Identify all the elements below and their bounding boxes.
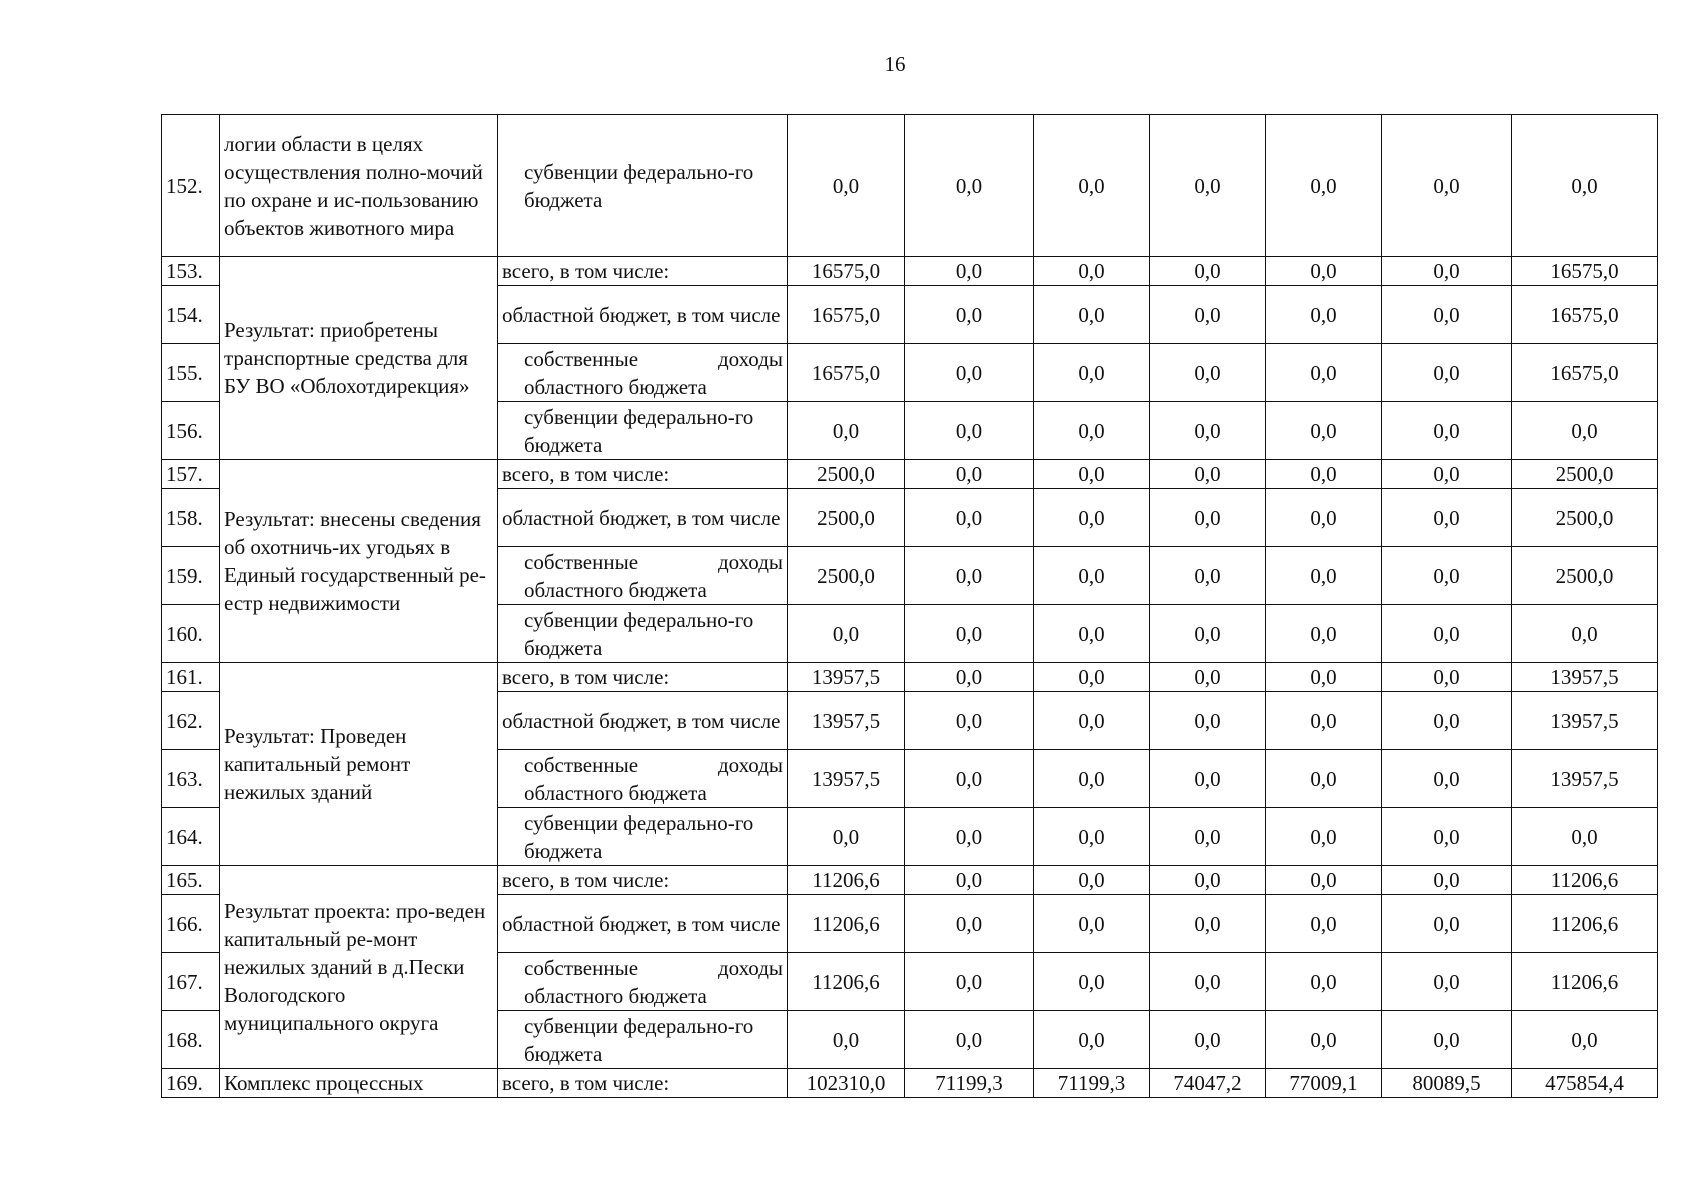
year-value-2: 0,0 [905,663,1034,692]
year-value-5: 0,0 [1266,402,1382,460]
year-value-6: 0,0 [1382,286,1512,344]
year-value-1: 0,0 [788,1011,905,1069]
year-value-1: 11206,6 [788,895,905,953]
year-value-6: 0,0 [1382,489,1512,547]
funding-source-line [524,954,783,982]
funding-source: субвенции федерально-го бюджета [498,115,788,257]
total-value: 0,0 [1512,605,1658,663]
year-value-5: 77009,1 [1266,1069,1382,1098]
year-value-3: 0,0 [1034,489,1150,547]
funding-source: областной бюджет, в том числе [498,895,788,953]
funding-source-line: областного бюджета [524,983,707,1008]
year-value-2: 0,0 [905,692,1034,750]
year-value-5: 0,0 [1266,286,1382,344]
funding-source [498,344,788,402]
year-value-6: 0,0 [1382,808,1512,866]
year-value-1: 16575,0 [788,257,905,286]
year-value-4: 0,0 [1150,402,1266,460]
year-value-3: 0,0 [1034,605,1150,663]
table-row [162,1069,1658,1098]
year-value-3: 0,0 [1034,895,1150,953]
year-value-5: 0,0 [1266,115,1382,257]
year-value-1: 0,0 [788,808,905,866]
total-value: 2500,0 [1512,489,1658,547]
year-value-1: 11206,6 [788,953,905,1011]
row-number: 156. [162,402,220,460]
budget-table-body [162,115,1658,1098]
funding-source: областной бюджет, в том числе [498,489,788,547]
year-value-4: 0,0 [1150,489,1266,547]
year-value-1: 13957,5 [788,750,905,808]
funding-source [498,750,788,808]
total-value: 16575,0 [1512,344,1658,402]
row-number: 157. [162,460,220,489]
total-value: 0,0 [1512,808,1658,866]
total-value: 13957,5 [1512,750,1658,808]
year-value-3: 0,0 [1034,692,1150,750]
funding-source-line [524,548,783,576]
funding-source [498,953,788,1011]
funding-source-line: областного бюджета [524,577,707,602]
year-value-6: 0,0 [1382,750,1512,808]
result-description: Результат: Проведен капитальный ремонт нежилых зданий [220,663,498,866]
year-value-3: 71199,3 [1034,1069,1150,1098]
year-value-1: 2500,0 [788,460,905,489]
funding-source-word: собственные [524,549,639,574]
year-value-1: 13957,5 [788,692,905,750]
funding-source-line [524,751,783,779]
year-value-1: 16575,0 [788,344,905,402]
row-number: 168. [162,1011,220,1069]
row-number: 166. [162,895,220,953]
total-value: 0,0 [1512,115,1658,257]
table-row [162,115,1658,257]
year-value-1: 11206,6 [788,866,905,895]
year-value-6: 0,0 [1382,895,1512,953]
year-value-4: 0,0 [1150,866,1266,895]
total-value: 475854,4 [1512,1069,1658,1098]
year-value-3: 0,0 [1034,257,1150,286]
year-value-6: 0,0 [1382,344,1512,402]
year-value-4: 0,0 [1150,663,1266,692]
total-value: 11206,6 [1512,866,1658,895]
year-value-6: 0,0 [1382,460,1512,489]
result-description: Результат: внесены сведения об охотничь-их угодьях в Единый государственный ре-естр недвижимости [220,460,498,663]
year-value-2: 0,0 [905,115,1034,257]
funding-source: субвенции федерально-го бюджета [498,1011,788,1069]
row-number: 167. [162,953,220,1011]
funding-source-word: доходы [717,752,783,777]
year-value-5: 0,0 [1266,547,1382,605]
funding-source-word: собственные [524,752,639,777]
year-value-2: 0,0 [905,402,1034,460]
year-value-3: 0,0 [1034,808,1150,866]
year-value-6: 0,0 [1382,866,1512,895]
funding-source: субвенции федерально-го бюджета [498,605,788,663]
year-value-5: 0,0 [1266,953,1382,1011]
row-number: 169. [162,1069,220,1098]
year-value-4: 0,0 [1150,895,1266,953]
funding-source-word: собственные [524,346,639,371]
year-value-4: 0,0 [1150,750,1266,808]
row-number: 162. [162,692,220,750]
result-description: логии области в целях осуществления полно-мочий по охране и ис-пользованию объектов животного мира [220,115,498,257]
funding-source-line: областного бюджета [524,374,707,399]
year-value-4: 0,0 [1150,953,1266,1011]
year-value-1: 0,0 [788,115,905,257]
year-value-6: 0,0 [1382,547,1512,605]
year-value-4: 0,0 [1150,257,1266,286]
year-value-5: 0,0 [1266,692,1382,750]
year-value-2: 0,0 [905,750,1034,808]
row-number: 152. [162,115,220,257]
year-value-2: 0,0 [905,344,1034,402]
funding-source-line [524,345,783,373]
year-value-1: 13957,5 [788,663,905,692]
total-value: 16575,0 [1512,286,1658,344]
year-value-5: 0,0 [1266,460,1382,489]
year-value-1: 2500,0 [788,547,905,605]
year-value-6: 0,0 [1382,257,1512,286]
total-value: 13957,5 [1512,663,1658,692]
total-value: 13957,5 [1512,692,1658,750]
year-value-2: 0,0 [905,866,1034,895]
year-value-2: 0,0 [905,286,1034,344]
year-value-5: 0,0 [1266,344,1382,402]
year-value-4: 0,0 [1150,115,1266,257]
year-value-2: 0,0 [905,489,1034,547]
table-row [162,257,1658,286]
year-value-2: 0,0 [905,953,1034,1011]
year-value-3: 0,0 [1034,750,1150,808]
year-value-1: 0,0 [788,402,905,460]
year-value-5: 0,0 [1266,750,1382,808]
year-value-3: 0,0 [1034,547,1150,605]
row-number: 153. [162,257,220,286]
funding-source: субвенции федерально-го бюджета [498,808,788,866]
year-value-5: 0,0 [1266,895,1382,953]
funding-source-word: доходы [717,549,783,574]
year-value-3: 0,0 [1034,115,1150,257]
year-value-3: 0,0 [1034,953,1150,1011]
row-number: 155. [162,344,220,402]
year-value-3: 0,0 [1034,460,1150,489]
page-number: 16 [884,52,906,76]
year-value-1: 0,0 [788,605,905,663]
result-description: Комплекс процессных [220,1069,498,1098]
funding-source-line: областного бюджета [524,780,707,805]
funding-source: всего, в том числе: [498,257,788,286]
year-value-6: 0,0 [1382,663,1512,692]
year-value-6: 0,0 [1382,953,1512,1011]
year-value-4: 0,0 [1150,692,1266,750]
funding-source-word: собственные [524,955,639,980]
year-value-6: 80089,5 [1382,1069,1512,1098]
total-value: 2500,0 [1512,547,1658,605]
year-value-4: 0,0 [1150,605,1266,663]
year-value-3: 0,0 [1034,866,1150,895]
funding-source: всего, в том числе: [498,866,788,895]
total-value: 0,0 [1512,1011,1658,1069]
result-description: Результат проекта: про-веден капитальный ре-монт нежилых зданий в д.Пески Вологодского муниципального округа [220,866,498,1069]
funding-source-word: доходы [717,955,783,980]
year-value-5: 0,0 [1266,808,1382,866]
year-value-2: 0,0 [905,808,1034,866]
row-number: 159. [162,547,220,605]
year-value-4: 0,0 [1150,808,1266,866]
year-value-5: 0,0 [1266,866,1382,895]
year-value-6: 0,0 [1382,605,1512,663]
total-value: 11206,6 [1512,895,1658,953]
row-number: 164. [162,808,220,866]
row-number: 154. [162,286,220,344]
year-value-5: 0,0 [1266,257,1382,286]
total-value: 2500,0 [1512,460,1658,489]
year-value-3: 0,0 [1034,663,1150,692]
table-row [162,460,1658,489]
year-value-1: 16575,0 [788,286,905,344]
total-value: 16575,0 [1512,257,1658,286]
year-value-4: 0,0 [1150,286,1266,344]
year-value-3: 0,0 [1034,286,1150,344]
year-value-2: 0,0 [905,460,1034,489]
year-value-2: 0,0 [905,1011,1034,1069]
year-value-6: 0,0 [1382,692,1512,750]
total-value: 11206,6 [1512,953,1658,1011]
year-value-2: 0,0 [905,895,1034,953]
funding-source [498,547,788,605]
year-value-5: 0,0 [1266,489,1382,547]
funding-source: областной бюджет, в том числе [498,692,788,750]
year-value-5: 0,0 [1266,663,1382,692]
year-value-4: 0,0 [1150,460,1266,489]
year-value-2: 0,0 [905,605,1034,663]
year-value-4: 0,0 [1150,344,1266,402]
budget-table [161,114,1658,1098]
funding-source: областной бюджет, в том числе [498,286,788,344]
row-number: 161. [162,663,220,692]
funding-source: субвенции федерально-го бюджета [498,402,788,460]
funding-source: всего, в том числе: [498,460,788,489]
year-value-2: 0,0 [905,547,1034,605]
year-value-3: 0,0 [1034,402,1150,460]
year-value-2: 71199,3 [905,1069,1034,1098]
year-value-6: 0,0 [1382,1011,1512,1069]
row-number: 158. [162,489,220,547]
year-value-6: 0,0 [1382,402,1512,460]
result-description: Результат: приобретены транспортные средства для БУ ВО «Облохотдирекция» [220,257,498,460]
funding-source: всего, в том числе: [498,663,788,692]
table-row [162,663,1658,692]
row-number: 163. [162,750,220,808]
year-value-4: 0,0 [1150,1011,1266,1069]
year-value-4: 74047,2 [1150,1069,1266,1098]
year-value-3: 0,0 [1034,1011,1150,1069]
year-value-5: 0,0 [1266,1011,1382,1069]
row-number: 160. [162,605,220,663]
funding-source: всего, в том числе: [498,1069,788,1098]
year-value-2: 0,0 [905,257,1034,286]
year-value-3: 0,0 [1034,344,1150,402]
year-value-6: 0,0 [1382,115,1512,257]
year-value-5: 0,0 [1266,605,1382,663]
year-value-1: 102310,0 [788,1069,905,1098]
year-value-1: 2500,0 [788,489,905,547]
funding-source-word: доходы [717,346,783,371]
year-value-4: 0,0 [1150,547,1266,605]
total-value: 0,0 [1512,402,1658,460]
row-number: 165. [162,866,220,895]
table-row [162,866,1658,895]
